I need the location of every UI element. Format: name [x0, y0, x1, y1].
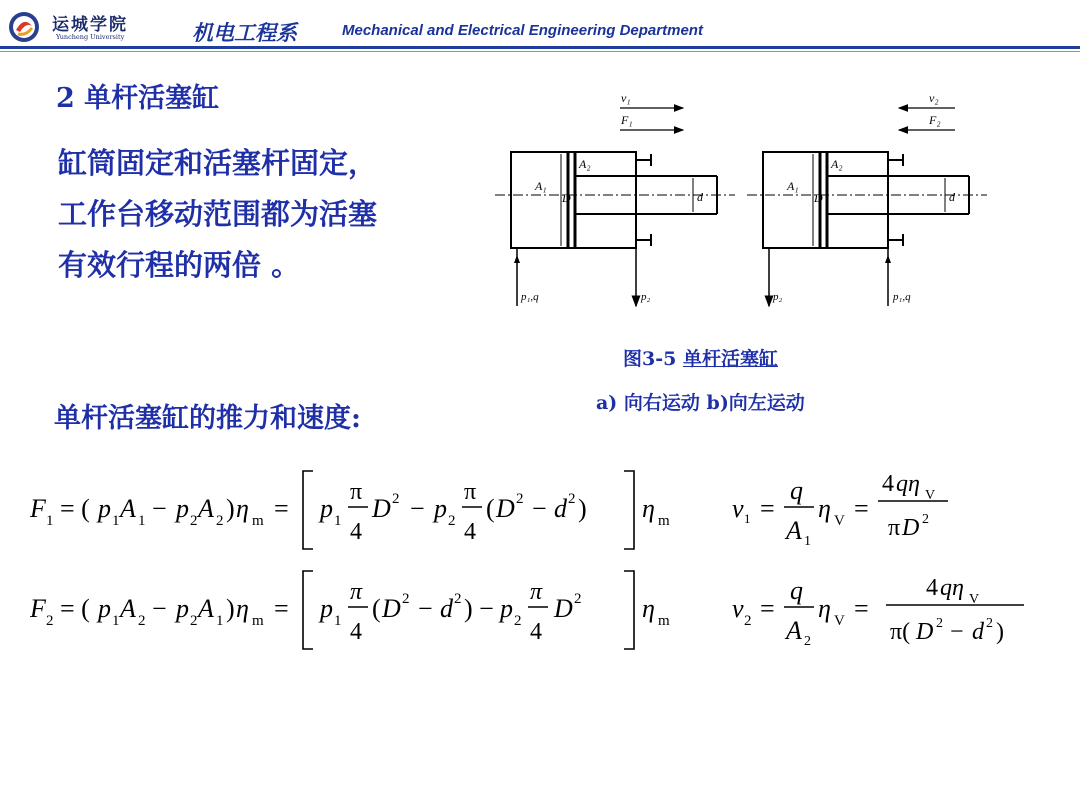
svg-text:2: 2	[568, 491, 576, 507]
section-title: 2 单杆活塞缸	[56, 83, 220, 114]
svg-text:1: 1	[334, 513, 342, 529]
svg-text:−: −	[410, 494, 425, 523]
svg-text:2: 2	[448, 513, 456, 529]
svg-text:4: 4	[350, 519, 362, 545]
svg-text:A: A	[198, 594, 214, 623]
svg-text:2: 2	[516, 491, 524, 507]
svg-text:=: =	[854, 594, 869, 623]
svg-text:q: q	[790, 576, 803, 605]
svg-text:4: 4	[350, 619, 362, 645]
svg-text:−: −	[950, 619, 964, 645]
svg-text:F: F	[30, 494, 46, 523]
figure-subcaption: a) 向右运动 b)向左运动	[596, 392, 805, 414]
svg-text:=: =	[274, 494, 289, 523]
svg-text:2: 2	[514, 613, 522, 629]
svg-text:1: 1	[112, 513, 120, 529]
svg-text:(: (	[372, 594, 381, 623]
department-name-en: Mechanical and Electrical Engineering Department	[342, 22, 703, 39]
logo-subtext: Yuncheng University	[56, 33, 125, 41]
svg-text:1: 1	[744, 511, 751, 526]
svg-text:p: p	[98, 494, 111, 523]
svg-text:p: p	[98, 594, 111, 623]
svg-text:D: D	[554, 594, 573, 623]
svg-text:2: 2	[744, 613, 752, 629]
svg-text:2: 2	[922, 512, 929, 527]
svg-text:2: 2	[216, 513, 224, 529]
svg-text:V: V	[969, 592, 980, 607]
svg-text:F₂: F₂	[929, 113, 941, 127]
svg-text:(: (	[486, 494, 495, 523]
svg-text:2: 2	[138, 613, 146, 629]
svg-text:F₁: F₁	[621, 113, 633, 127]
svg-text:p: p	[434, 494, 447, 523]
svg-text:p: p	[320, 594, 333, 623]
svg-text:m: m	[658, 613, 670, 629]
svg-text:= (: = (	[60, 494, 90, 523]
svg-text:): )	[226, 594, 235, 623]
svg-text:p: p	[320, 494, 333, 523]
svg-text:qη: qη	[940, 575, 964, 601]
svg-text:2: 2	[936, 616, 943, 631]
svg-text:V: V	[834, 613, 845, 629]
svg-text:π: π	[350, 579, 363, 605]
svg-text:V: V	[925, 488, 936, 503]
svg-text:=: =	[760, 494, 775, 523]
svg-text:1: 1	[216, 613, 224, 629]
svg-text:1: 1	[112, 613, 120, 629]
svg-text:η: η	[818, 494, 831, 523]
header-divider-thin	[0, 51, 1080, 52]
svg-text:D: D	[902, 515, 920, 541]
equation-f2	[30, 571, 670, 649]
svg-text:p: p	[176, 594, 189, 623]
svg-text:m: m	[658, 513, 670, 529]
equation-f1	[30, 471, 670, 549]
svg-text:p₁,q: p₁,q	[521, 291, 539, 303]
svg-text:m: m	[252, 513, 264, 529]
svg-text:) −: ) −	[464, 594, 494, 623]
svg-text:A: A	[786, 616, 802, 645]
svg-text:V: V	[834, 513, 845, 529]
svg-text:A₁: A₁	[535, 179, 547, 193]
svg-text:v: v	[732, 494, 744, 523]
svg-text:η: η	[818, 594, 831, 623]
svg-text:1: 1	[334, 613, 342, 629]
svg-text:d: d	[972, 619, 984, 645]
svg-text:A: A	[120, 494, 136, 523]
svg-text:A: A	[120, 594, 136, 623]
svg-text:p₂: p₂	[641, 291, 651, 303]
svg-text:D: D	[916, 619, 934, 645]
svg-text:−: −	[152, 594, 167, 623]
figure-caption	[623, 344, 778, 371]
figure-a-rightward	[495, 91, 735, 306]
svg-text:2: 2	[574, 591, 582, 607]
university-emblem-icon	[4, 6, 48, 48]
svg-text:4: 4	[926, 575, 938, 601]
figure-caption-link[interactable]: 单杆活塞缸	[682, 348, 778, 370]
svg-text:1: 1	[804, 534, 811, 549]
svg-text:−: −	[152, 494, 167, 523]
force-velocity-equations	[30, 455, 1050, 670]
svg-text:=: =	[274, 594, 289, 623]
svg-text:qη: qη	[896, 471, 920, 497]
svg-text:d: d	[949, 190, 955, 204]
svg-text:η: η	[236, 494, 249, 523]
svg-text:d: d	[697, 190, 703, 204]
svg-text:4: 4	[464, 519, 476, 545]
svg-text:1: 1	[138, 513, 146, 529]
svg-text:A₂: A₂	[579, 157, 591, 171]
svg-text:): )	[996, 619, 1004, 645]
svg-text:1: 1	[46, 513, 54, 529]
svg-text:): )	[226, 494, 235, 523]
svg-text:2: 2	[392, 491, 400, 507]
figure-b-leftward	[747, 91, 987, 306]
svg-text:v₁: v₁	[621, 91, 631, 105]
svg-text:2: 2	[804, 634, 811, 649]
svg-text:π: π	[464, 479, 477, 505]
svg-text:2: 2	[402, 591, 410, 607]
svg-text:=: =	[760, 594, 775, 623]
description-text	[58, 138, 458, 291]
svg-text:p₁,q: p₁,q	[893, 291, 911, 303]
svg-text:p: p	[176, 494, 189, 523]
svg-text:A₂: A₂	[831, 157, 843, 171]
description-line: 工作台移动范围都为活塞	[58, 197, 378, 231]
header-divider	[0, 46, 1080, 49]
description-line: 有效行程的两倍 。	[58, 248, 301, 282]
svg-text:p: p	[500, 594, 513, 623]
svg-text:=: =	[854, 494, 869, 523]
department-name-cn: 机电工程系	[192, 21, 297, 45]
equation-v2	[732, 575, 1024, 649]
svg-text:d: d	[440, 594, 453, 623]
svg-text:2: 2	[46, 613, 54, 629]
svg-text:v₂: v₂	[929, 91, 939, 105]
cylinder-diagram	[495, 84, 995, 320]
svg-text:A: A	[198, 494, 214, 523]
svg-text:η: η	[236, 594, 249, 623]
logo-text: 运城学院	[52, 15, 128, 35]
svg-text:D: D	[372, 494, 391, 523]
svg-text:−: −	[418, 594, 433, 623]
svg-text:π: π	[530, 579, 543, 605]
svg-text:π: π	[350, 479, 363, 505]
svg-text:q: q	[790, 476, 803, 505]
formula-title: 单杆活塞缸的推力和速度:	[54, 403, 361, 434]
description-line: 缸筒固定和活塞杆固定，	[58, 146, 378, 180]
svg-text:2: 2	[986, 616, 993, 631]
figure-number: 图3-5	[623, 348, 677, 370]
svg-text:4: 4	[882, 471, 894, 497]
svg-text:A: A	[786, 516, 802, 545]
svg-text:D: D	[562, 191, 571, 205]
svg-text:D: D	[496, 494, 515, 523]
svg-text:m: m	[252, 613, 264, 629]
svg-text:F: F	[30, 594, 46, 623]
svg-text:d: d	[554, 494, 567, 523]
equation-v1	[732, 471, 948, 549]
svg-text:−: −	[532, 494, 547, 523]
svg-text:2: 2	[190, 613, 198, 629]
svg-text:η: η	[642, 594, 655, 623]
svg-text:π(: π(	[890, 619, 911, 645]
university-logo	[4, 6, 164, 48]
svg-text:p₂: p₂	[773, 291, 783, 303]
svg-text:D: D	[814, 191, 823, 205]
svg-text:v: v	[732, 594, 744, 623]
header-bar	[0, 0, 1080, 62]
svg-text:= (: = (	[60, 594, 90, 623]
svg-text:A₁: A₁	[787, 179, 799, 193]
svg-text:): )	[578, 494, 587, 523]
svg-text:π: π	[888, 515, 901, 541]
svg-text:4: 4	[530, 619, 542, 645]
svg-text:D: D	[382, 594, 401, 623]
svg-text:η: η	[642, 494, 655, 523]
svg-text:2: 2	[454, 591, 462, 607]
svg-text:2: 2	[190, 513, 198, 529]
